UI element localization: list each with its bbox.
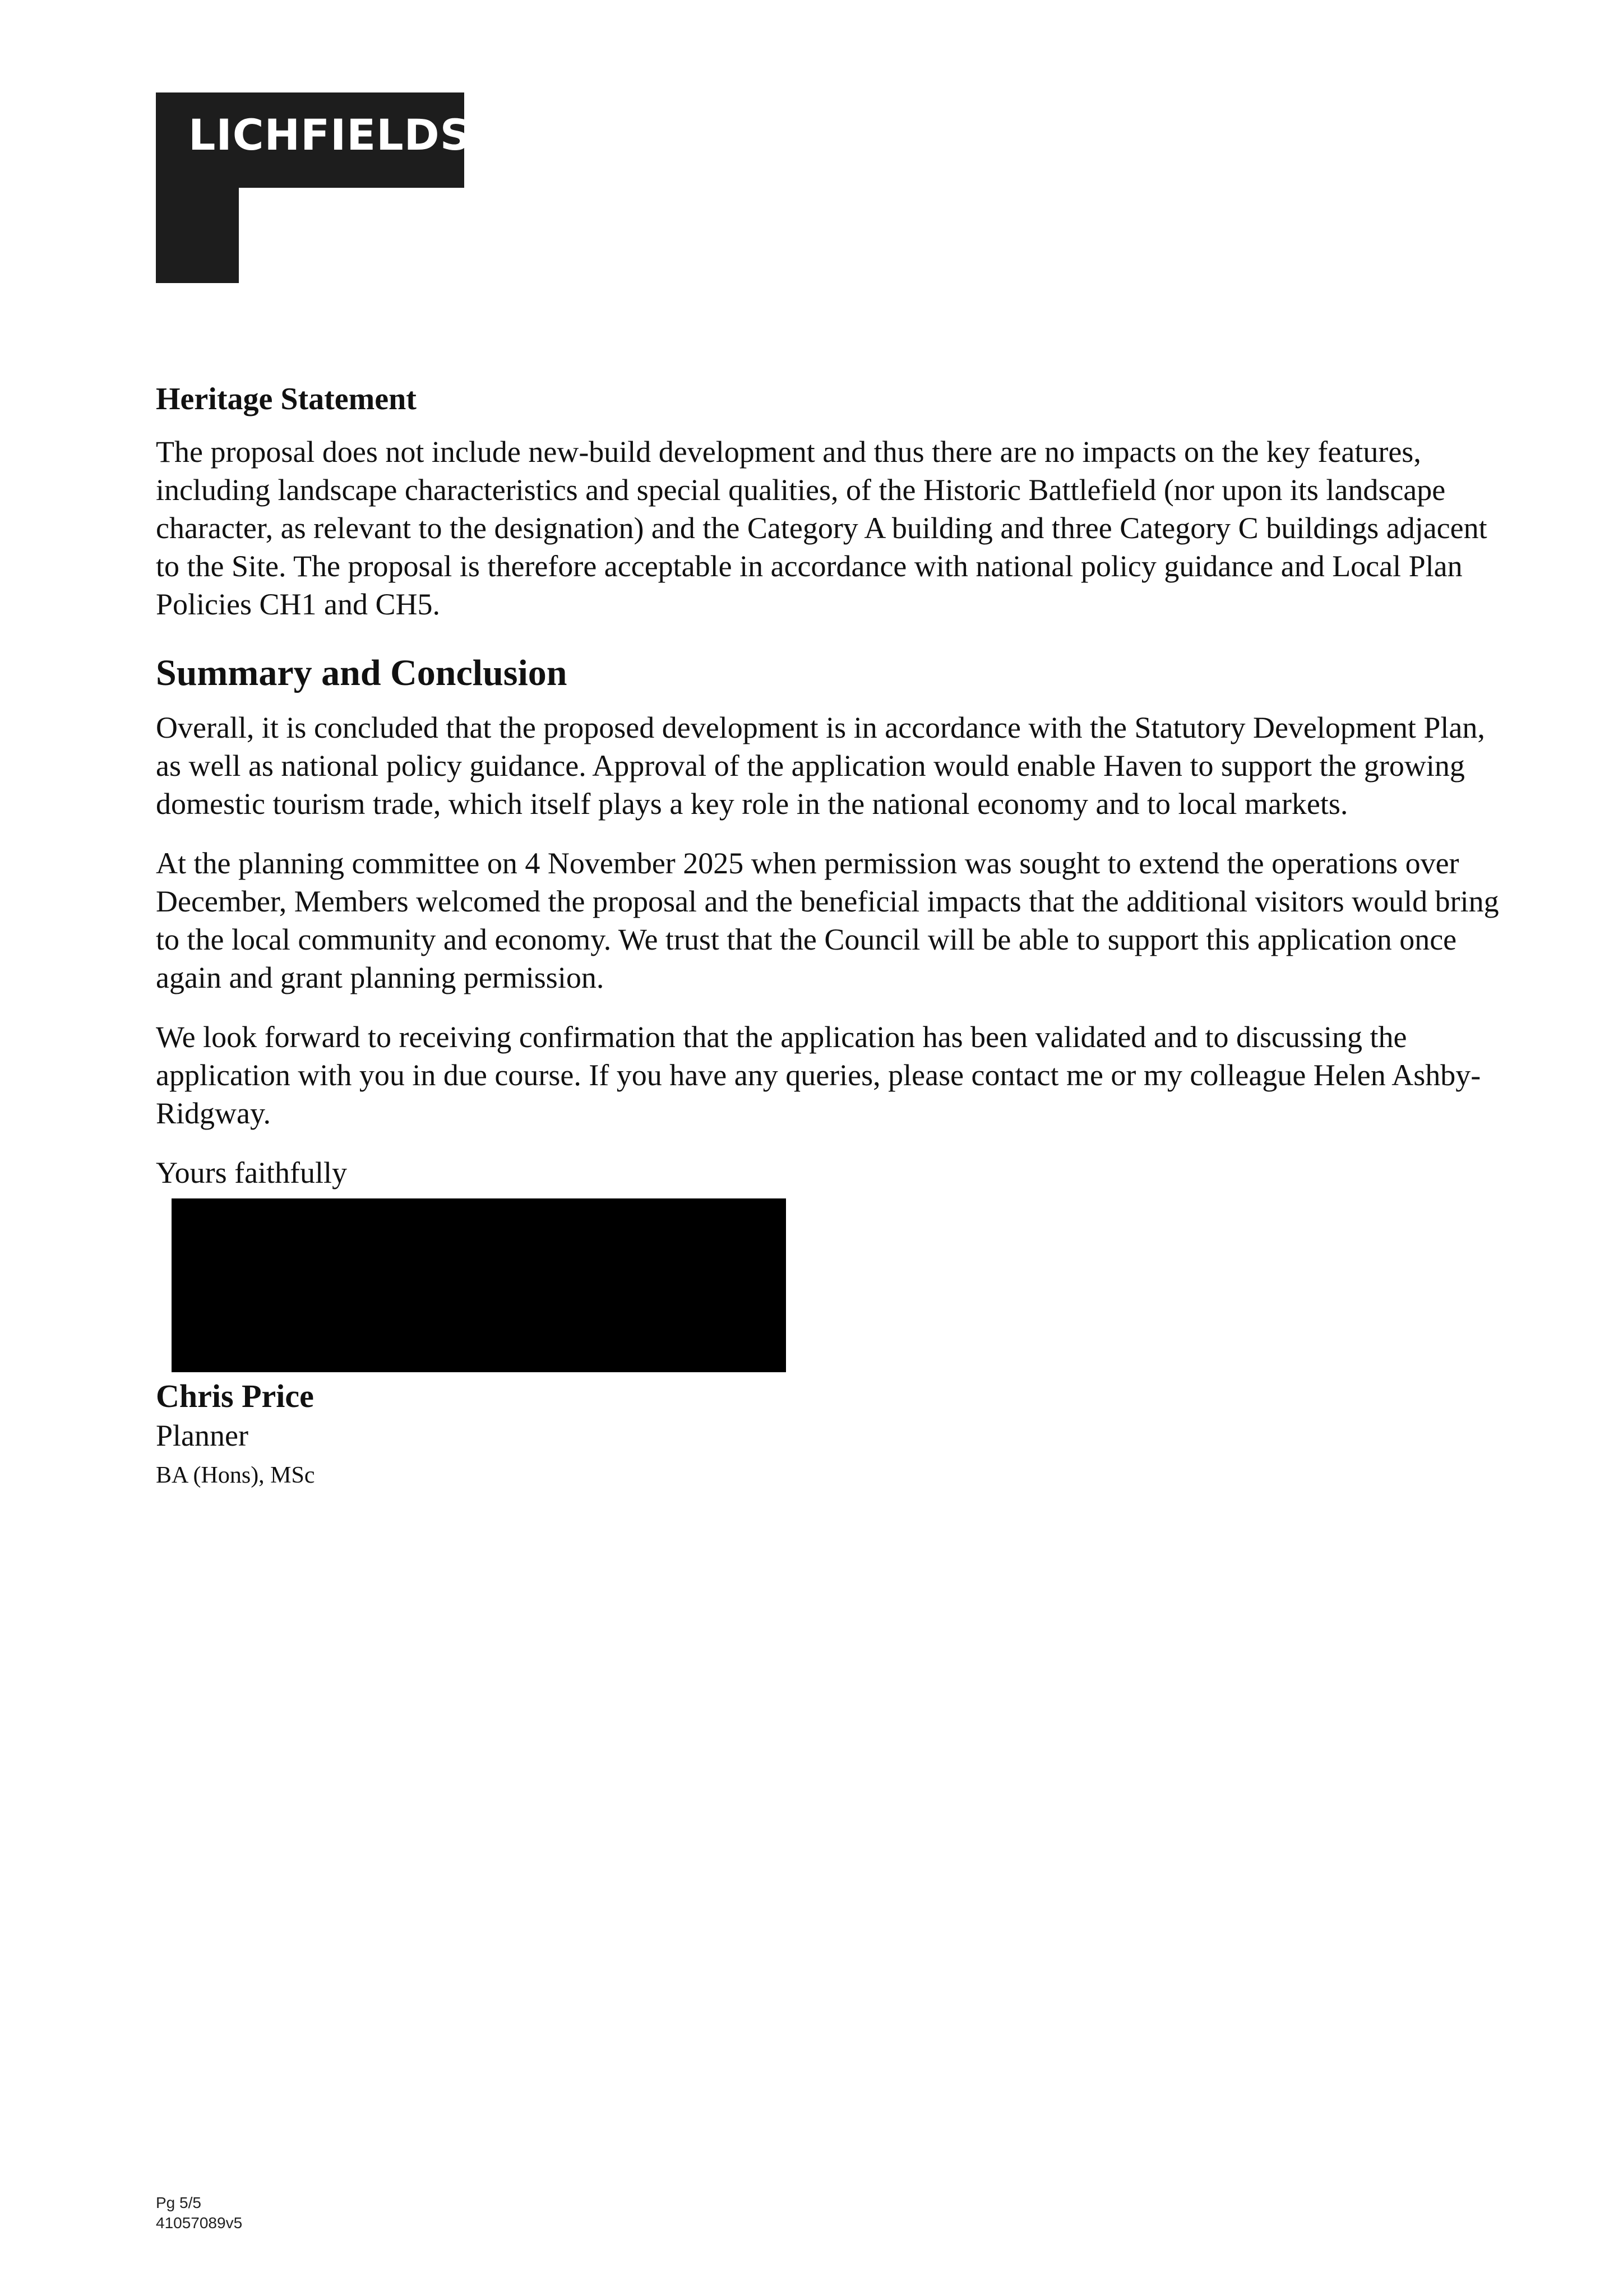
logo-text: LICHFIELDS bbox=[188, 110, 471, 160]
letter-body bbox=[156, 376, 1501, 1496]
summary-paragraph-1: Overall, it is concluded that the proposed development is in accordance with the Statutory Development Plan, as well as national policy guidance. Approval of the application would enable Haven to support the growing domestic tourism trade, which itself plays a key role in the national economy and to local markets. bbox=[156, 711, 1485, 821]
redacted-signature bbox=[172, 1198, 786, 1372]
page-number: Pg 5/5 bbox=[156, 2194, 201, 2211]
signatory-role: Planner bbox=[156, 1419, 248, 1452]
heritage-paragraph: The proposal does not include new-build development and thus there are no impacts on the key features, including landscape characteristics and special qualities, of the Historic Battlefield (nor upon its landscape character, as relevant to the designation) and the Category A building and three Category C buildings adjacent to the Site. The proposal is therefore acceptable in accordance with national policy guidance and Local Plan Policies CH1 and CH5. bbox=[156, 435, 1487, 621]
summary-heading: Summary and Conclusion bbox=[156, 652, 567, 693]
summary-paragraph-2: At the planning committee on 4 November 2025 when permission was sought to extend the operations over December, Members welcomed the proposal and the beneficial impacts that the additional visitors would bring to the local community and economy. We trust that the Council will be able to support this application once again and grant planning permission. bbox=[156, 846, 1499, 994]
logo-block-stem bbox=[156, 188, 239, 283]
heritage-heading: Heritage Statement bbox=[156, 382, 417, 416]
lichfields-logo bbox=[156, 92, 471, 283]
document-reference: 41057089v5 bbox=[156, 2214, 243, 2232]
page-footer bbox=[156, 2193, 242, 2233]
signatory-name: Chris Price bbox=[156, 1378, 314, 1414]
summary-paragraph-3: We look forward to receiving confirmation that the application has been validated and to discussing the application with you in due course. If you have any queries, please contact me or my colleague Helen Ashby-Ridgway. bbox=[156, 1020, 1481, 1130]
signatory-qualifications: BA (Hons), MSc bbox=[156, 1462, 315, 1488]
closing-salutation: Yours faithfully bbox=[156, 1156, 348, 1189]
